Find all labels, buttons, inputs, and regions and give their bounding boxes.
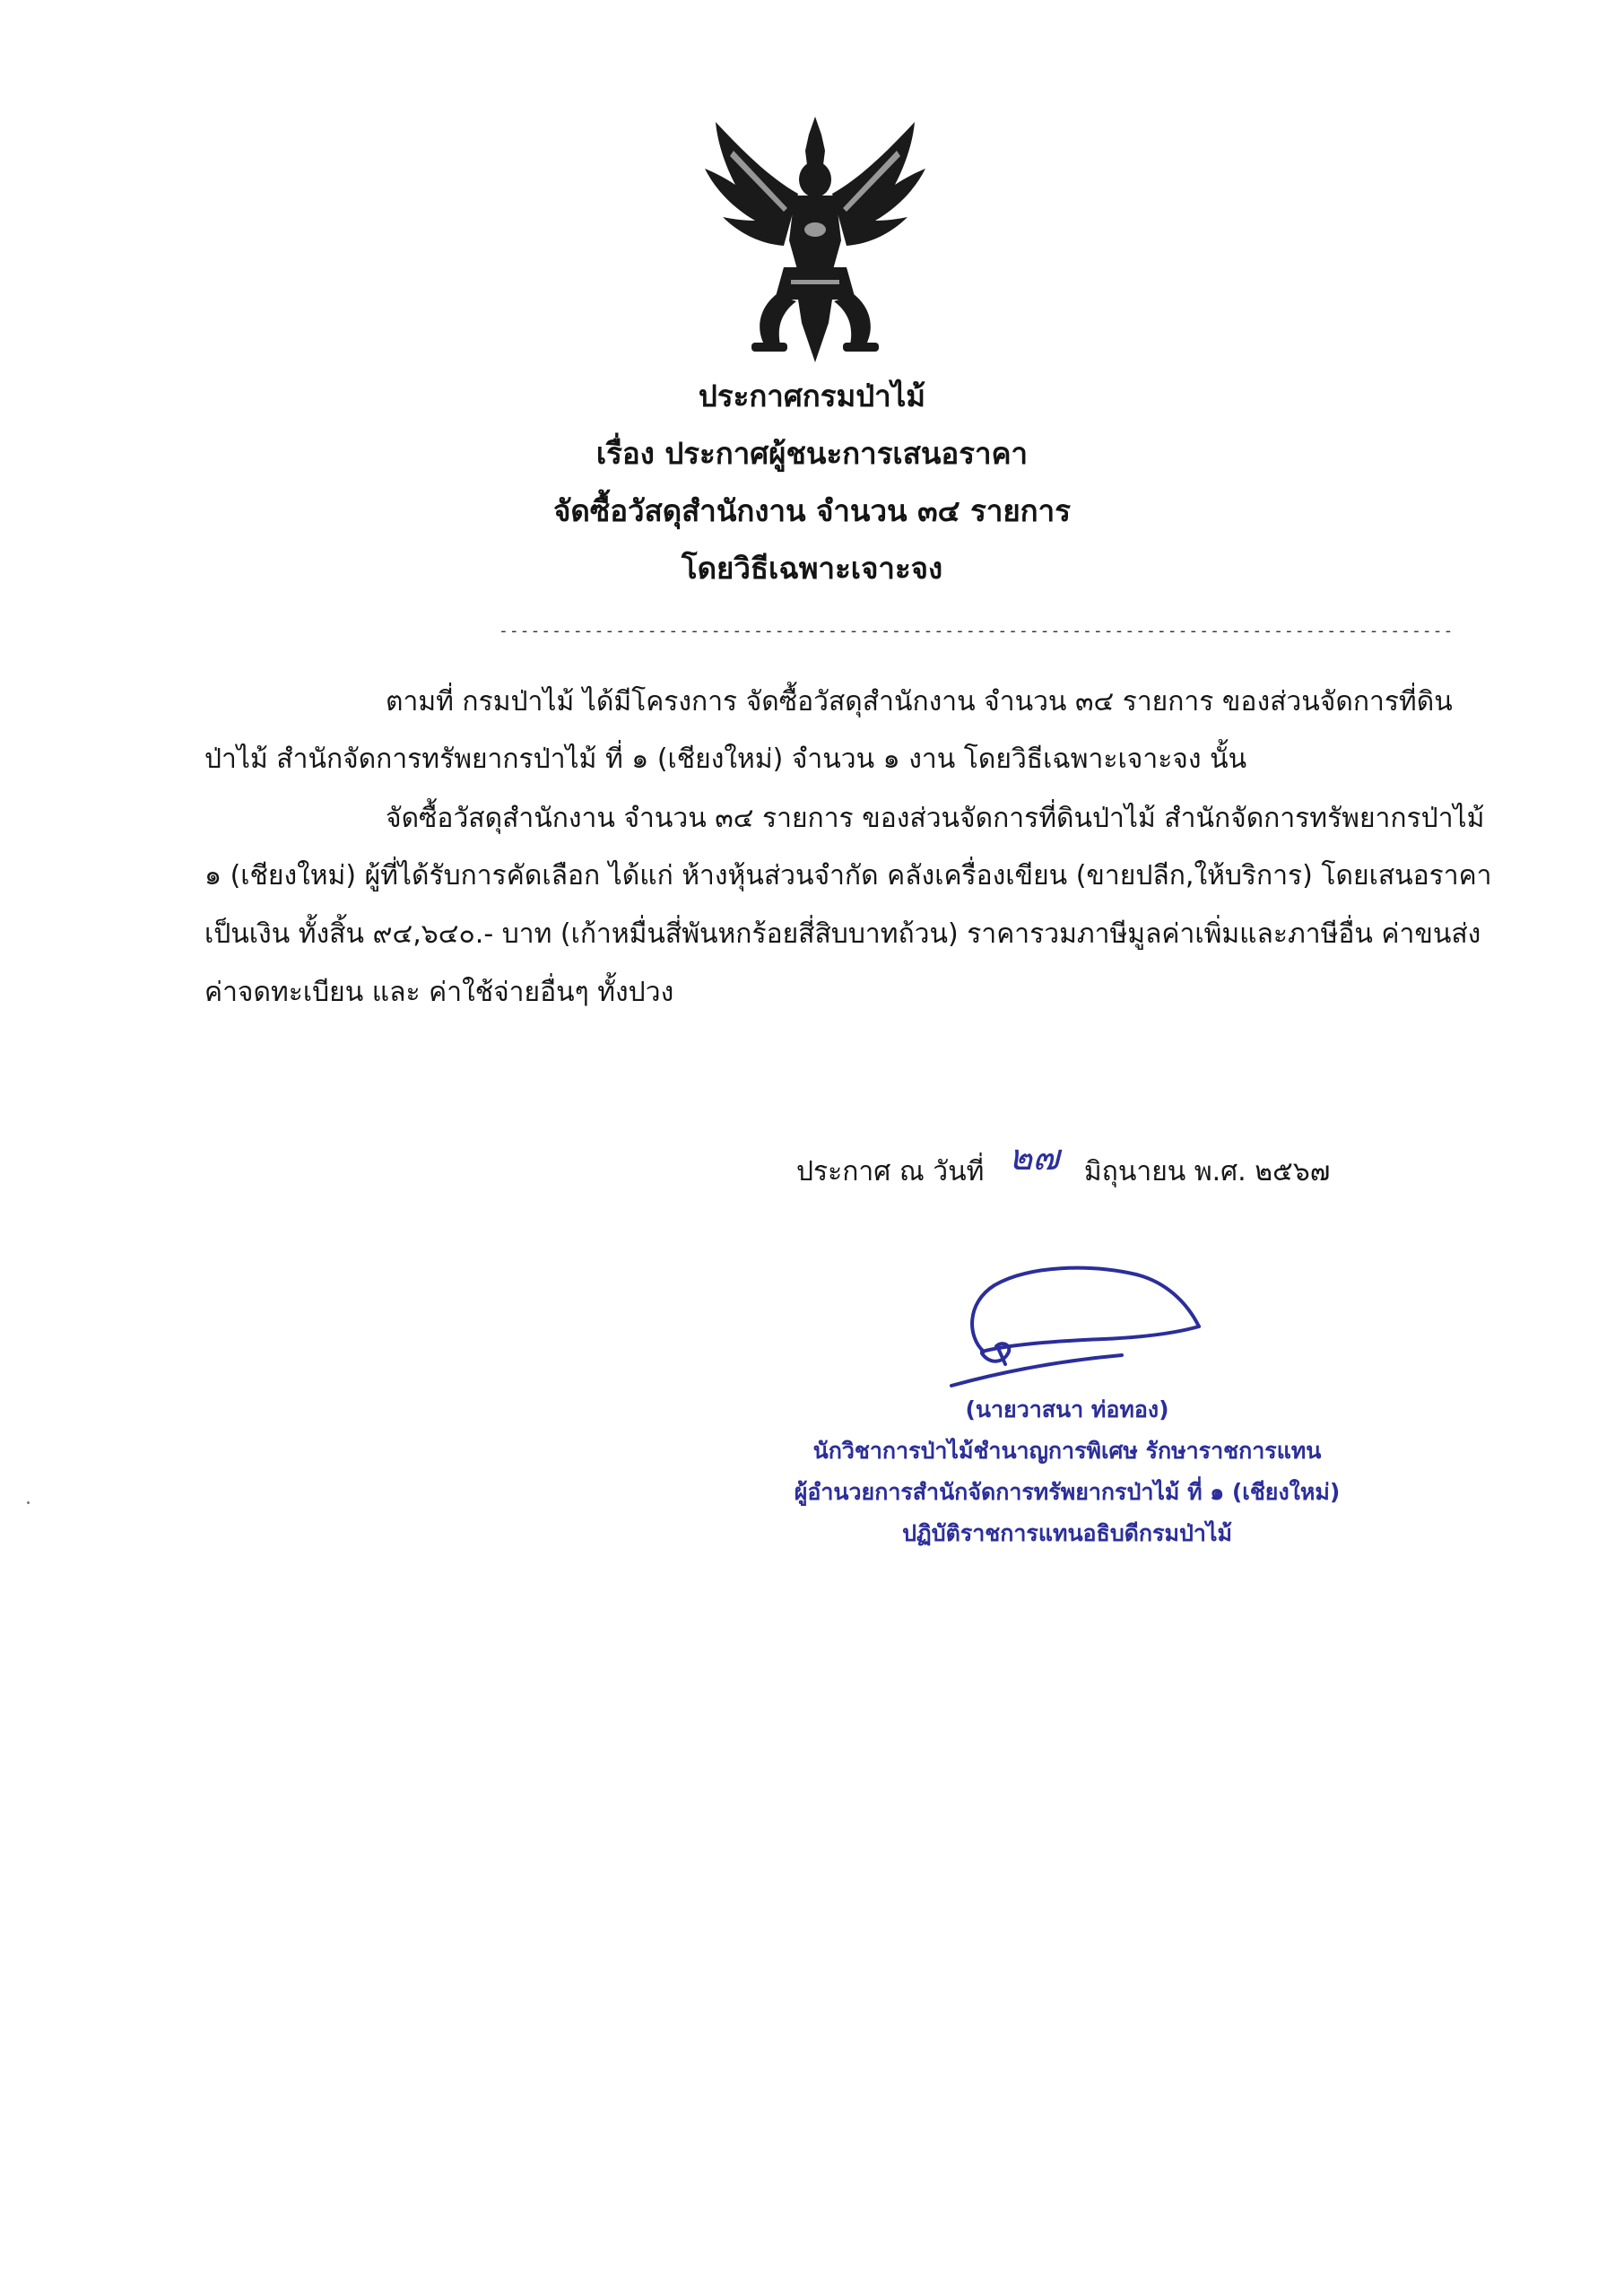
paragraph-2-line-2: ๑ (เชียงใหม่) ผู้ที่ได้รับการคัดเลือก ได้แก่ ห้างหุ้นส่วนจำกัด คลังเครื่องเขียน (ขายปลีก,ให้บริการ) โดยเสนอราคา (204, 860, 1492, 891)
date-prefix: ประกาศ ณ วันที่ (796, 1156, 985, 1187)
date-suffix: มิถุนายน พ.ศ. ๒๕๖๗ (1083, 1156, 1331, 1187)
paragraph-2-line-3: เป็นเงิน ทั้งสิ้น ๙๔,๖๔๐.- บาท (เก้าหมื่นสี่พันหกร้อยสี่สิบบาทถ้วน) ราคารวมภาษีมูลค่าเพิ่มและภาษีอื่น ค่าขนส่ง (204, 918, 1481, 950)
signatory-position-3: ปฏิบัติราชการแทนอธิบดีกรมป่าไม้ (902, 1520, 1232, 1546)
subject-detail-line: จัดซื้อวัสดุสำนักงาน จำนวน ๓๔ รายการ (553, 493, 1071, 528)
paragraph-1-line-1: ตามที่ กรมป่าไม้ ได้มีโครงการ จัดซื้อวัสดุสำนักงาน จำนวน ๓๔ รายการ ของส่วนจัดการที่ดิน (386, 686, 1453, 718)
garuda-emblem (698, 115, 933, 366)
separator-line: ------------------------------------------------------------------------------------------ (499, 622, 1455, 640)
paragraph-2-line-1: จัดซื้อวัสดุสำนักงาน จำนวน ๓๔ รายการ ของส่วนจัดการที่ดินป่าไม้ สำนักจัดการทรัพยากรป่าไม้ (386, 803, 1485, 834)
handwritten-day: ๒๗ (1008, 1137, 1060, 1178)
procurement-method-line: โดยวิธีเฉพาะเจาะจง (681, 551, 943, 586)
document-heading: ประกาศกรมป่าไม้ (698, 378, 926, 413)
signatory-position-2: ผู้อำนวยการสำนักจัดการทรัพยากรป่าไม้ ที่ ๑ (เชียงใหม่) (794, 1479, 1341, 1505)
paragraph-2-line-4: ค่าจดทะเบียน และ ค่าใช้จ่ายอื่นๆ ทั้งปวง (204, 977, 674, 1008)
subject-line: เรื่อง ประกาศผู้ชนะการเสนอราคา (595, 436, 1029, 471)
signatory-name: (นายวาสนา ท่อทอง) (965, 1396, 1169, 1422)
signatory-position-1: นักวิชาการป่าไม้ชำนาญการพิเศษ รักษาราชการแทน (812, 1438, 1322, 1464)
handwritten-signature (946, 1251, 1206, 1395)
announcement-date (796, 1137, 1331, 1191)
paragraph-1-line-2: ป่าไม้ สำนักจัดการทรัพยากรป่าไม้ ที่ ๑ (เชียงใหม่) จำนวน ๑ งาน โดยวิธีเฉพาะเจาะจง นั้น (204, 744, 1247, 775)
scan-speck (27, 1501, 30, 1504)
